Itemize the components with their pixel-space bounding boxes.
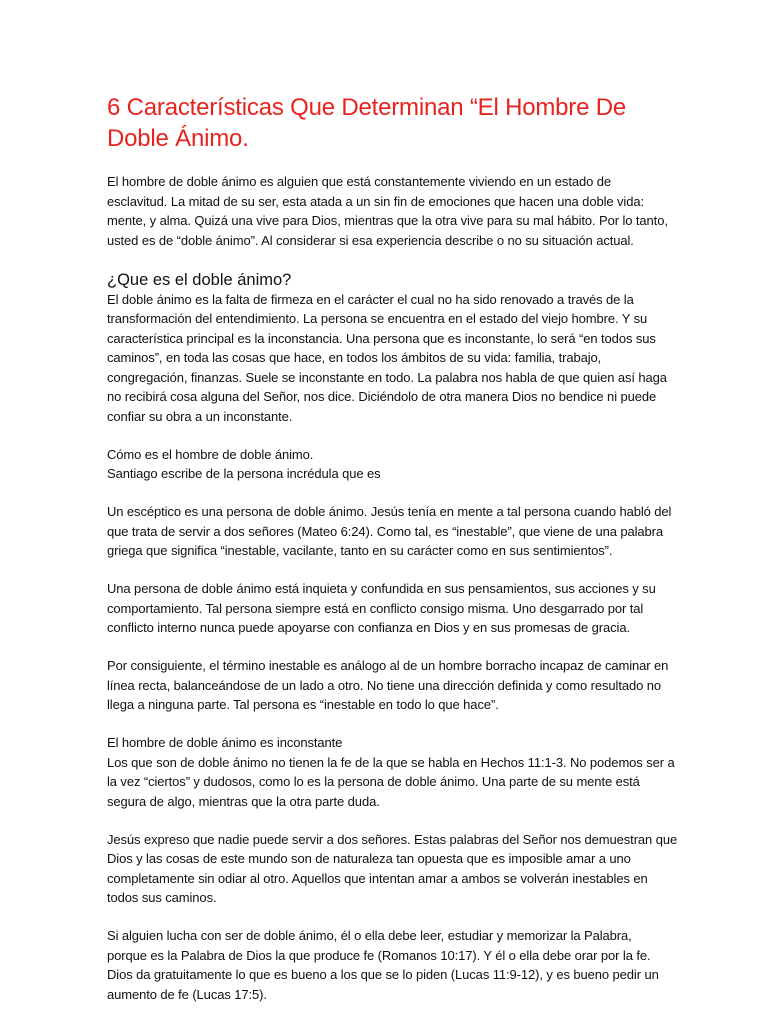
text-line: la vez “ciertos” y dudosos, como lo es la persona de doble ánimo. Una parte de su mente está (107, 774, 640, 789)
lucha-paragraph (107, 926, 666, 1004)
text-line: comportamiento. Tal persona siempre está en conflicto consigo misma. Uno desgarrado por tal (107, 600, 644, 616)
text-line: Dios da gratuitamente lo que es bueno a los que se lo piden (Lucas 11:9-12), y es bueno pedir un (107, 967, 659, 982)
jesus-paragraph (107, 830, 678, 908)
como-es-paragraph (107, 445, 666, 484)
text-line: mente, y alma. Quizá una vive para Dios, mientras que la otra vive para su mal hábito. Por lo tanto, (107, 213, 668, 228)
text-line: llega a ninguna parte. Tal persona es “inestable en todo lo que hace”. (107, 697, 499, 712)
inquieta-paragraph (107, 579, 666, 638)
text-line: El hombre de doble ánimo es alguien que está constantemente viviendo en un estado de (107, 174, 612, 189)
text-line: El doble ánimo es la falta de firmeza en el carácter el cual no ha sido renovado a través de la (107, 291, 634, 307)
text-line: Santiago escribe de la persona incrédula que es (107, 466, 381, 481)
text-line: segura de algo, mientras que la otra parte duda. (107, 793, 380, 809)
text-line: Una persona de doble ánimo está inquieta y confundida en sus pensamientos, sus acciones y su (107, 581, 656, 596)
text-line: conflicto interno nunca puede apoyarse con confianza en Dios y en sus promesas de gracia. (107, 620, 630, 635)
text-line: Si alguien lucha con ser de doble ánimo, él o ella debe leer, estudiar y memorizar la Palabra, (107, 928, 632, 943)
text-line: línea recta, balanceándose de un lado a otro. No tiene una dirección definida y como resultado no (107, 677, 662, 693)
text-line: Dios y las cosas de este mundo son de naturaleza tan opuesta que es imposible amar a uno (107, 851, 631, 866)
esceptico-paragraph (107, 502, 672, 561)
text-line: aumento de fe (Lucas 17:5). (107, 986, 267, 1002)
text-line: confiar su obra a un inconstante. (107, 408, 293, 424)
document-title (107, 92, 666, 154)
text-line: no recibirá cosa alguna del Señor, nos dice. Diciéndolo de otra manera Dios no bendice ni puede (107, 389, 657, 404)
text-line: Jesús expreso que nadie puede servir a dos señores. Estas palabras del Señor nos demuestran que (107, 831, 678, 847)
text-line: Cómo es el hombre de doble ánimo. (107, 446, 314, 462)
title-line: Doble Ánimo. (107, 125, 249, 152)
text-line: congregación, finanzas. Suele se inconstante en todo. La palabra nos habla de que quien así haga (107, 369, 667, 385)
text-line: que trata de servir a dos señores (Mateo 6:24). Como tal, es “inestable”, que viene de una palabra (107, 523, 664, 539)
text-line: usted es de “doble ánimo”. Al considerar si esa experiencia describe o no su situación actual. (107, 232, 634, 248)
definition-paragraph (107, 290, 666, 427)
intro-paragraph (107, 172, 666, 250)
title-line: 6 Características Que Determinan “El Hombre De (107, 94, 626, 121)
text-line: griega que significa “inestable, vacilante, tanto en su carácter como en sus sentimientos”. (107, 543, 613, 558)
text-line: El hombre de doble ánimo es inconstante (107, 735, 343, 750)
text-line: completamente sin odiar al otro. Aquellos que intentan amar a ambos se volverán inestables en (107, 870, 648, 886)
text-line: Los que son de doble ánimo no tienen la fe de la que se habla en Hechos 11:1-3. No podemos ser a (107, 754, 675, 770)
inconstante-paragraph (107, 733, 675, 811)
text-line: transformación del entendimiento. La persona se encuentra en el estado del viejo hombre. Y su (107, 311, 648, 326)
text-line: esclavitud. La mitad de su ser, esta atada a un sin fin de emociones que hacen una doble vida: (107, 193, 644, 209)
text-line: todos sus caminos. (107, 890, 217, 905)
text-line: caminos”, en toda las cosas que hace, en todos los ámbitos de su vida: familia, trabajo, (107, 350, 602, 365)
consiguiente-paragraph (107, 656, 669, 715)
text-line: característica principal es la inconstancia. Una persona que es inconstante, lo será “en todos sus (107, 330, 656, 346)
text-line: porque es la Palabra de Dios la que produce fe (Romanos 10:17). Y él o ella debe orar por la fe. (107, 947, 651, 963)
text-line: Un escéptico es una persona de doble ánimo. Jesús tenía en mente a tal persona cuando habló del (107, 504, 672, 519)
section-heading: ¿Que es el doble ánimo? (107, 270, 292, 289)
text-line: Por consiguiente, el término inestable es análogo al de un hombre borracho incapaz de caminar en (107, 658, 669, 673)
